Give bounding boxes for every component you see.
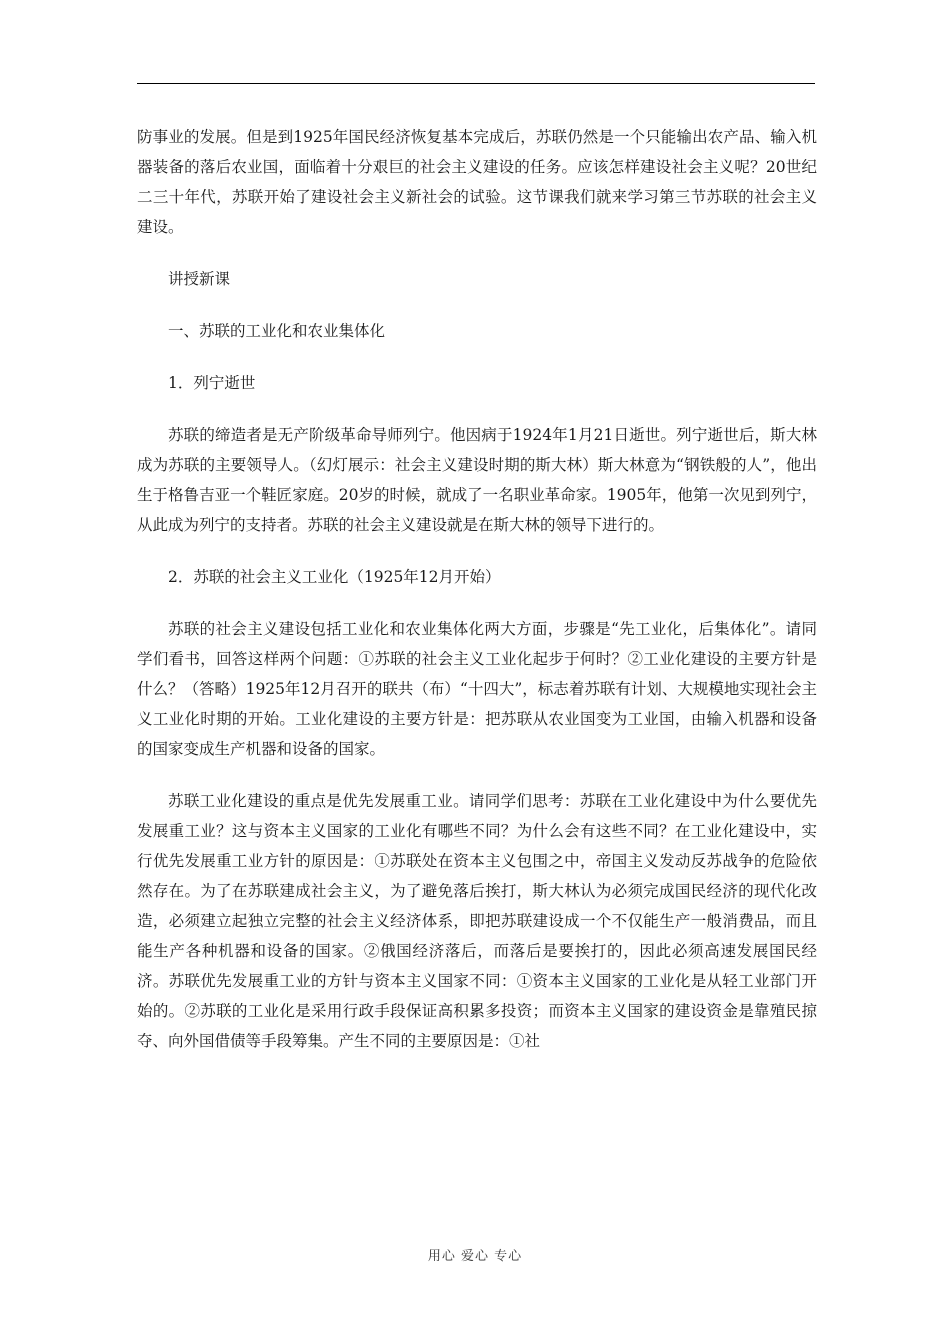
paragraph-heavy-industry: 苏联工业化建设的重点是优先发展重工业。请同学们思考：苏联在工业化建设中为什么要优先发展重工业？这与资本主义国家的工业化有哪些不同？为什么会有这些不同？在工业化建设中，实行优先发展重工业方针的原因是：①苏联处在资本主义包围之中，帝国主义发动反苏战争的危险依然存在。为了在苏联建成社会主义，为了避免落后挨打，斯大林认为必须完成国民经济的现代化改造，必须建立起独立完整的社会主义经济体系，即把苏联建设成一个不仅能生产一般消费品，而且能生产各种机器和设备的国家。②俄国经济落后，而落后是要挨打的，因此必须高速发展国民经济。苏联优先发展重工业的方针与资本主义国家不同：①资本主义国家的工业化是从轻工业部门开始的。②苏联的工业化是采用行政手段保证高积累多投资；而资本主义国家的建设资金是靠殖民掠夺、向外国借债等手段筹集。产生不同的主要原因是：①社 [137,792,817,1050]
page-footer: 用心 爱心 专心 [427,1249,523,1264]
heading-section-1: 一、苏联的工业化和农业集体化 [168,322,386,340]
paragraph-industrialization: 苏联的社会主义建设包括工业化和农业集体化两大方面，步骤是“先工业化，后集体化”。请同学们看书，回答这样两个问题：①苏联的社会主义工业化起步于何时？②工业化建设的主要方针是什么？（答略）1925年12月召开的联共（布）“十四大”，标志着苏联有计划、大规模地实现社会主义工业化时期的开始。工业化建设的主要方针是：把苏联从农业国变为工业国，由输入机器和设备的国家变成生产机器和设备的国家。 [137,620,817,758]
heading-new-lesson: 讲授新课 [168,270,231,288]
paragraph-intro: 防事业的发展。但是到1925年国民经济恢复基本完成后，苏联仍然是一个只能输出农产品、输入机器装备的落后农业国，面临着十分艰巨的社会主义建设的任务。应该怎样建设社会主义呢？20世纪二三十年代，苏联开始了建设社会主义新社会的试验。这节课我们就来学习第三节苏联的社会主义建设。 [137,128,817,236]
header-rule [137,83,815,84]
paragraph-lenin: 苏联的缔造者是无产阶级革命导师列宁。他因病于1924年1月21日逝世。列宁逝世后，斯大林成为苏联的主要领导人。（幻灯展示：社会主义建设时期的斯大林）斯大林意为“钢铁般的人”，他出生于格鲁吉亚一个鞋匠家庭。20岁的时候，就成了一名职业革命家。1905年，他第一次见到列宁，从此成为列宁的支持者。苏联的社会主义建设就是在斯大林的领导下进行的。 [137,426,817,534]
heading-subsection-2: 2．苏联的社会主义工业化（1925年12月开始） [168,568,501,586]
document-body [137,122,817,1056]
heading-subsection-1: 1．列宁逝世 [168,374,256,392]
